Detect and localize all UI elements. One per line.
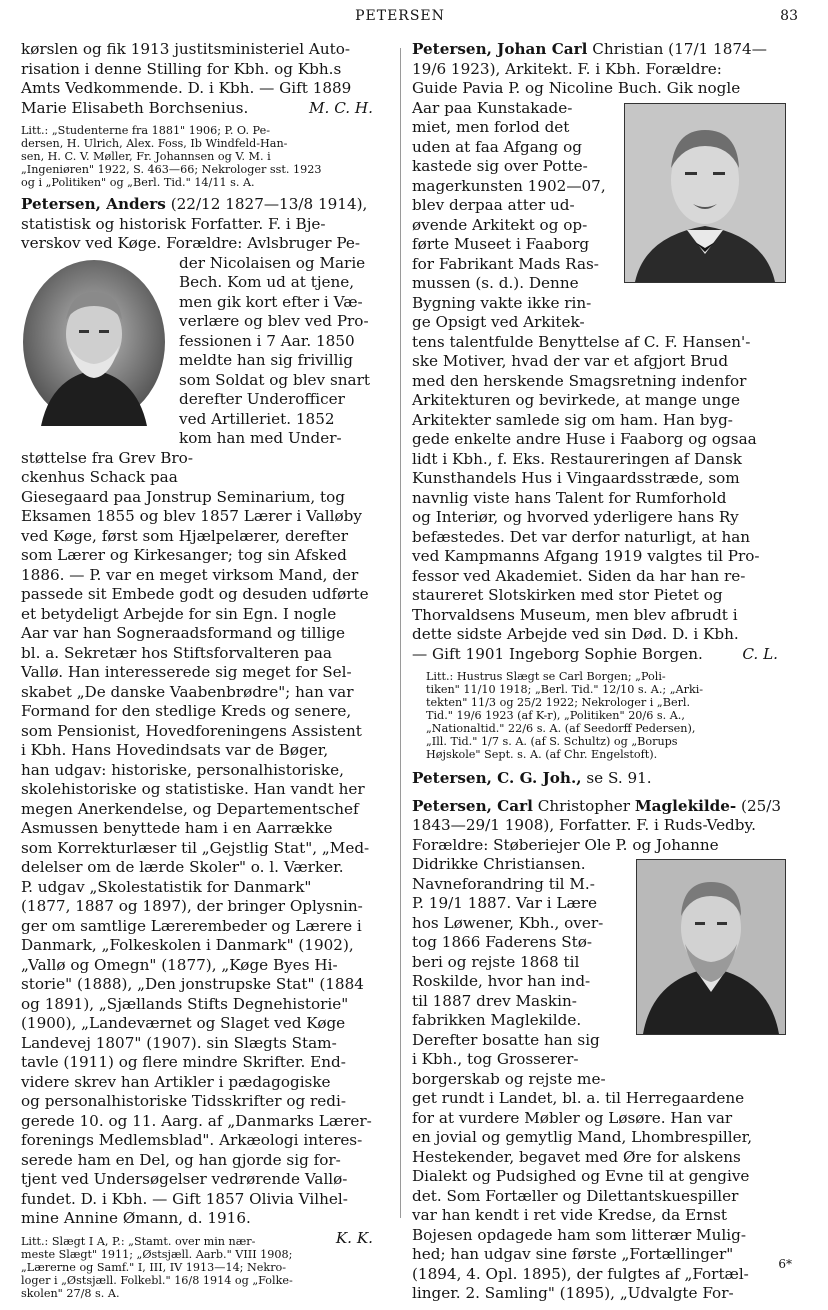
portrait-carl-icon bbox=[637, 860, 785, 1034]
entry-headword: Petersen, C. G. Joh., bbox=[412, 769, 582, 787]
text-line: Forældre: Støberiejer Ole P. og Johanne bbox=[412, 835, 719, 854]
text-line: „Vallø og Omegn" (1877), „Køge Byes Hi- bbox=[21, 955, 338, 974]
text-line-last bbox=[21, 99, 393, 119]
text-line: mine Annine Ømann, d. 1916. bbox=[21, 1209, 251, 1227]
lit-line: meste Slægt" 1911; „Østsjæll. Aarb." VIII 1908; bbox=[21, 1247, 293, 1261]
text-line: Asmussen benyttede ham i en Aarrække bbox=[21, 819, 333, 837]
lit-line: loger i „Østsjæll. Folkebl." 16/8 1914 og „Folke- bbox=[21, 1273, 293, 1287]
text-line: (1894, 4. Opl. 1895), der fulgtes af „Fortæl- bbox=[412, 1264, 749, 1283]
text-line: ckenhus Schack paa bbox=[21, 468, 178, 486]
text-line: passede sit Embede godt og desuden udførte bbox=[21, 585, 369, 603]
text-line: kom han med Under- bbox=[179, 429, 342, 447]
text-line: linger. 2. Samling" (1895), „Udvalgte For- bbox=[412, 1284, 734, 1302]
entry-carl-maglekilde-petersen bbox=[412, 797, 786, 1304]
text-line: og 1891), „Sjællands Stifts Degnehistorie" bbox=[21, 994, 349, 1013]
text-line: serede ham en Del, og han gjorde sig for- bbox=[21, 1150, 341, 1169]
text-line: for at vurdere Møbler og Løsøre. Han var bbox=[412, 1108, 733, 1127]
entry-headword-part: Maglekilde- bbox=[634, 796, 737, 815]
text-line: Eksamen 1855 og blev 1857 Lærer i Valløby bbox=[21, 507, 362, 525]
text-line: ge Opsigt ved Arkitek- bbox=[412, 313, 585, 331]
text-line: Arkitekturen og bevirkede, at mange unge bbox=[412, 391, 741, 409]
text-line: — Gift 1901 Ingeborg Sophie Borgen. bbox=[412, 644, 703, 663]
text-line: 19/6 1923), Arkitekt. F. i Kbh. Forældre: bbox=[412, 59, 722, 78]
entry-johan-carl-petersen bbox=[412, 40, 786, 664]
text-line: Derefter bosatte han sig bbox=[412, 1030, 600, 1049]
text-line: uden at faa Afgang og bbox=[412, 137, 582, 156]
column-divider bbox=[400, 48, 401, 1218]
text-line: (1900), „Landeværnet og Slaget ved Køge bbox=[21, 1014, 346, 1032]
text-line: ved Køge, først som Hjælpelærer, derefter bbox=[21, 526, 348, 545]
text-line: Aar paa Kunstakade- bbox=[412, 98, 573, 117]
text-line: magerkunsten 1902—07, bbox=[412, 176, 606, 195]
text-line: der Nicolaisen og Marie bbox=[179, 253, 366, 272]
text-line: Marie Elisabeth Borchsenius. bbox=[21, 98, 249, 117]
text-line: risation i denne Stilling for Kbh. og Kbh.s bbox=[21, 59, 342, 78]
left-column bbox=[21, 40, 393, 1306]
text-line: og personalhistoriske Tidsskrifter og redi- bbox=[21, 1092, 346, 1110]
text-line: videre skrev han Artikler i pædagogiske bbox=[21, 1072, 331, 1091]
text-line: førte Museet i Faaborg bbox=[412, 235, 590, 253]
entry-headword: Petersen, Anders bbox=[21, 195, 166, 213]
text-line: beri og rejste 1868 til bbox=[412, 952, 580, 971]
lit-line: sen, H. C. V. Møller, Fr. Johannsen og V. M. i bbox=[21, 150, 271, 163]
text-line: navnlig viste hans Talent for Rumforhold bbox=[412, 488, 727, 507]
entry-headword: Petersen, Carl bbox=[412, 796, 533, 815]
lit-line: Litt.: Hustrus Slægt se Carl Borgen; „Poli- bbox=[426, 670, 666, 683]
text-line: Formand for den stedlige Kreds og senere, bbox=[21, 702, 352, 720]
text-line: Aar var han Sogneraadsformand og tillige bbox=[21, 624, 345, 642]
text-line: storie" (1888), „Den jonstrupske Stat" (1884 bbox=[21, 975, 364, 993]
text-line: Bojesen opdagede ham som litterær Mulig- bbox=[412, 1225, 746, 1244]
lit-line: Litt.: Slægt I A, P.: „Stamt. over min nær- bbox=[21, 1234, 256, 1248]
author-signature: C. L. bbox=[742, 644, 778, 663]
text-line: til 1887 drev Maskin- bbox=[412, 991, 577, 1010]
text-line: skabet „De danske Vaabenbrødre"; han var bbox=[21, 682, 354, 701]
text-line: men gik kort efter i Væ- bbox=[179, 292, 363, 311]
text-line: se S. 91. bbox=[581, 769, 652, 787]
lit-line: skolen" 27/8 s. A. bbox=[21, 1286, 120, 1300]
text-line: gede enkelte andre Huse i Faaborg og ogsaa bbox=[412, 430, 757, 448]
text-line: P. 19/1 1887. Var i Lære bbox=[412, 894, 598, 912]
text-line: øvende Arkitekt og op- bbox=[412, 215, 588, 234]
text-line: Dialekt og Pudsighed og Evne til at gengive bbox=[412, 1167, 750, 1185]
text-line: 1886. — P. var en meget virksom Mand, der bbox=[21, 565, 359, 584]
text-line: fabrikken Maglekilde. bbox=[412, 1011, 582, 1029]
text-line: Hestekender, begavet med Øre for alskens bbox=[412, 1147, 741, 1166]
text-line: fessionen i 7 Aar. 1850 bbox=[179, 331, 355, 350]
text-line: med den herskende Smagsretning indenfor bbox=[412, 371, 747, 390]
text-line: Kunsthandels Hus i Vingaardsstræde, som bbox=[412, 469, 740, 487]
literature-block bbox=[21, 124, 393, 189]
text-line: støttelse fra Grev Bro- bbox=[21, 448, 193, 467]
text-line: Navneforandring til M.- bbox=[412, 874, 595, 893]
text-line: megen Anerkendelse, og Departementschef bbox=[21, 799, 359, 818]
text-line: Thorvaldsens Museum, men blev afbrudt i bbox=[412, 605, 738, 624]
text-line: borgerskab og rejste me- bbox=[412, 1069, 606, 1088]
lit-line: tiken" 11/10 1918; „Berl. Tid." 12/10 s. A.; „Arki- bbox=[426, 683, 704, 696]
text-line: verlære og blev ved Pro- bbox=[179, 312, 369, 330]
lit-line: „Ill. Tid." 1/7 s. A. (af S. Schultz) og „Borups bbox=[426, 735, 678, 748]
text-line: fessor ved Akademiet. Siden da har han re- bbox=[412, 566, 746, 585]
text-line: P. udgav „Skolestatistik for Danmark" bbox=[21, 877, 312, 896]
text-line: tens talentfulde Benyttelse af C. F. Hansen'- bbox=[412, 332, 751, 351]
right-column bbox=[412, 40, 786, 1310]
page-number: 83 bbox=[780, 8, 798, 24]
text-line: Amts Vedkommende. D. i Kbh. — Gift 1889 bbox=[21, 79, 352, 97]
text-line: i Kbh. Hans Hovedindsats var de Bøger, bbox=[21, 741, 329, 759]
text-line: tavle (1911) og flere mindre Skrifter. End- bbox=[21, 1053, 346, 1071]
text-line: som Pensionist, Hovedforeningens Assistent bbox=[21, 721, 362, 740]
text-line: verskov ved Køge. Forældre: Avlsbruger Pe- bbox=[21, 234, 361, 252]
text-line: det. Som Fortæller og Dilettantskuespiller bbox=[412, 1186, 739, 1205]
text-line: tog 1866 Faderens Stø- bbox=[412, 933, 592, 951]
text-line: Guide Pavia P. og Nicoline Buch. Gik nogle bbox=[412, 79, 741, 97]
text-line: kastede sig over Potte- bbox=[412, 157, 588, 175]
text-line: Christian (17/1 1874— bbox=[587, 40, 767, 58]
text-line: fundet. D. i Kbh. — Gift 1857 Olivia Vilhel- bbox=[21, 1189, 348, 1208]
text-line: som Soldat og blev snart bbox=[179, 370, 370, 389]
text-line: for Fabrikant Mads Ras- bbox=[412, 254, 599, 273]
text-line: ved Artilleriet. 1852 bbox=[179, 409, 335, 428]
text-line: ske Motiver, hvad der var et afgjort Brud bbox=[412, 352, 729, 370]
text-line: en jovial og gemytlig Mand, Lhombrespiller, bbox=[412, 1128, 753, 1146]
text-line: meldte han sig frivillig bbox=[179, 351, 354, 369]
running-title: PETERSEN bbox=[355, 8, 445, 24]
text-line: get rundt i Landet, bl. a. til Herregaardene bbox=[412, 1089, 745, 1107]
text-line: bl. a. Sekretær hos Stiftsforvalteren paa bbox=[21, 643, 332, 662]
text-line: (25/3 bbox=[736, 796, 782, 815]
text-line: befæstedes. Det var derfor naturligt, at han bbox=[412, 527, 751, 546]
text-line: og Interiør, og hvorved yderligere hans Ry bbox=[412, 508, 739, 526]
text-line: Christopher bbox=[532, 796, 635, 815]
text-line: kørslen og fik 1913 justitsministeriel Auto- bbox=[21, 40, 351, 58]
text-line: ger om samtlige Lærerembeder og Lærere i bbox=[21, 916, 362, 935]
portrait-photo bbox=[636, 859, 786, 1035]
portrait-photo bbox=[21, 258, 167, 426]
text-line: Bygning vakte ikke rin- bbox=[412, 293, 592, 312]
entry-continuation bbox=[21, 40, 393, 118]
literature-block bbox=[412, 670, 786, 761]
text-line: hos Løwener, Kbh., over- bbox=[412, 913, 604, 932]
lit-line: „Nationaltid." 22/6 s. A. (af Seedorff Pedersen), bbox=[426, 722, 696, 735]
text-line: dette sidste Arbejde ved sin Død. D. i Kbh. bbox=[412, 625, 739, 643]
text-line: skolehistoriske og statistiske. Han vandt her bbox=[21, 780, 365, 798]
text-line: Didrikke Christiansen. bbox=[412, 855, 586, 873]
text-line: hed; han udgav sine første „Fortællinger" bbox=[412, 1245, 734, 1263]
text-line: ved Kampmanns Afgang 1919 valgtes til Pro- bbox=[412, 547, 760, 565]
page-header bbox=[20, 8, 798, 32]
text-line: lidt i Kbh., f. Eks. Restaureringen af Dansk bbox=[412, 449, 742, 468]
text-line: derefter Underofficer bbox=[179, 390, 345, 408]
lit-line: Højskole" Sept. s. A. (af Chr. Engelstoft). bbox=[426, 748, 658, 761]
lit-line: „Lærerne og Samf." I, III, IV 1913—14; Nekro- bbox=[21, 1260, 287, 1274]
text-line: (1877, 1887 og 1897), der bringer Oplysnin- bbox=[21, 897, 363, 915]
lit-line: dersen, H. Ulrich, Alex. Foss, Ib Windfeld-Han- bbox=[21, 137, 288, 150]
text-line: tjent ved Undersøgelser vedrørende Vallø- bbox=[21, 1170, 348, 1188]
text-line: som Lærer og Kirkesanger; tog sin Afsked bbox=[21, 546, 347, 564]
text-line: Vallø. Han interesserede sig meget for Sel- bbox=[21, 663, 352, 681]
lit-line: Tid." 19/6 1923 (af K-r), „Politiken" 20/6 s. A., bbox=[426, 709, 685, 722]
text-line: (22/12 1827—13/8 1914), statistisk og historisk Forfatter. F. i Bje- bbox=[21, 195, 368, 233]
text-line: delelser om de lærde Skoler" o. l. Værker. bbox=[21, 858, 344, 876]
text-line: Giesegaard paa Jonstrup Seminarium, tog bbox=[21, 487, 345, 506]
text-line: staureret Slotskirken med stor Pietet og bbox=[412, 586, 723, 604]
text-line: Danmark, „Folkeskolen i Danmark" (1902), bbox=[21, 936, 354, 954]
text-line: var han kendt i ret vide Kredse, da Ernst bbox=[412, 1206, 728, 1224]
text-line: i Kbh., tog Grosserer- bbox=[412, 1050, 579, 1068]
text-line: 1843—29/1 1908), Forfatter. F. i Ruds-Vedby. bbox=[412, 816, 756, 834]
text-line: et betydeligt Arbejde for sin Egn. I nogle bbox=[21, 604, 337, 623]
text-line: Landevej 1807" (1907). sin Slægts Stam- bbox=[21, 1033, 337, 1052]
text-line: mussen (s. d.). Denne bbox=[412, 274, 579, 292]
text-line: som Korrekturlæser til „Gejstlig Stat", „Med- bbox=[21, 838, 370, 857]
text-line: blev derpaa atter ud- bbox=[412, 196, 575, 214]
entry-headword: Petersen, Johan Carl bbox=[412, 40, 588, 58]
text-line: gerede 10. og 11. Aarg. af „Danmarks Lærer- bbox=[21, 1111, 372, 1130]
text-line: forenings Medlemsblad". Arkæologi interes- bbox=[21, 1131, 363, 1149]
lit-line: „Ingeniøren" 1922, S. 463—66; Nekrologer sst. 1923 bbox=[21, 163, 322, 176]
author-signature: K. K. bbox=[335, 1228, 373, 1247]
lit-line: Litt.: „Studenterne fra 1881" 1906; P. O. Pe- bbox=[21, 124, 270, 137]
signature-mark: 6* bbox=[778, 1257, 792, 1271]
portrait-photo bbox=[624, 103, 786, 283]
text-line: Bech. Kom ud at tjene, bbox=[179, 273, 355, 291]
text-line: Arkitekter samlede sig om ham. Han byg- bbox=[412, 410, 733, 429]
portrait-johan-icon bbox=[625, 104, 785, 282]
author-signature: M. C. H. bbox=[308, 98, 373, 117]
text-line-last bbox=[412, 645, 786, 665]
text-line: miet, men forlod det bbox=[412, 118, 570, 136]
lit-line: tekten" 11/3 og 25/2 1922; Nekrologer i „Berl. bbox=[426, 696, 691, 709]
text-line: han udgav: historiske, personalhistoriske, bbox=[21, 760, 344, 779]
text-line: Roskilde, hvor han ind- bbox=[412, 972, 591, 990]
entry-cross-reference bbox=[412, 769, 786, 789]
portrait-anders-icon bbox=[21, 258, 167, 426]
lit-line: og i „Politiken" og „Berl. Tid." 14/11 s. A. bbox=[21, 176, 255, 189]
